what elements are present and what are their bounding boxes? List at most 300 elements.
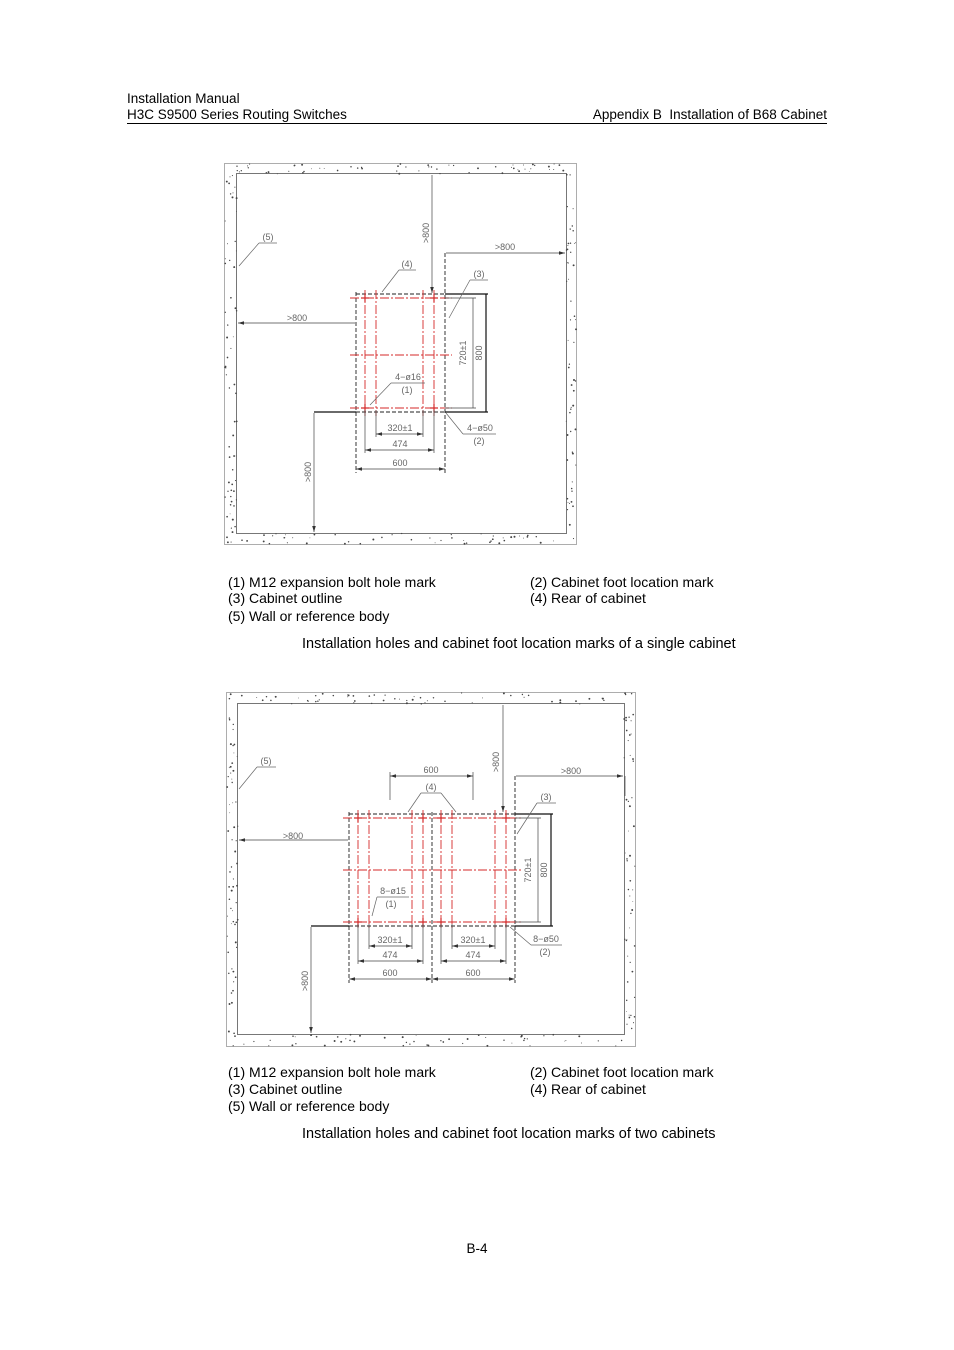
wall-hatch-dot [317,701,318,702]
foot-spacing-label: 474 [392,439,408,449]
wall-hatch-dot [629,927,630,928]
legend-item: (5) Wall or reference body [228,608,390,624]
wall-hatch-dot [519,536,520,537]
wall-hatch-dot [234,187,235,188]
wall-hatch-dot [630,1015,631,1016]
wall-hatch-dot [628,740,629,741]
wall-hatch-dot [603,700,604,701]
wall-hatch-dot [629,895,630,896]
wall-hatch-dot [625,720,627,722]
wall-hatch-dot [232,910,233,911]
wall-hatch-dot [229,1003,231,1005]
wall-hatch-dot [229,698,231,700]
wall-hatch-dot [571,501,573,503]
wall-hatch-dot [236,165,237,166]
wall-hatch-dot [626,940,628,942]
wall-hatch-dot [571,384,573,386]
wall-hatch-dot [232,469,234,471]
wall-hatch-dot [448,1038,450,1040]
wall-hatch-dot [554,163,555,164]
wall-hatch-dot [632,901,633,902]
wall-hatch-dot [598,1040,599,1041]
wall-hatch-dot [440,540,441,541]
wall-hatch-dot [566,174,568,176]
wall-hatch-dot [634,945,636,947]
wall-hatch-dot [266,696,267,697]
wall-hatch-dot [625,717,627,719]
wall-hatch-dot [436,168,437,169]
wall-hatch-dot [567,249,569,251]
wall-hatch-dot [498,542,500,544]
wall-hatch-dot [510,536,512,538]
wall-hatch-dot [630,755,631,756]
wall-hatch-dot [523,165,524,166]
wall-hatch-dot [228,183,230,185]
wall-hatch-dot [631,1028,632,1029]
wall-hatch-dot [345,1038,346,1039]
wall-hatch-dot [233,490,235,492]
wall-hatch-dot [229,719,231,721]
wall-hatch-dot [429,537,430,538]
wall-hatch-dot [294,165,296,167]
wall-hatch-dot [534,165,535,166]
wall-hatch-dot [226,181,228,183]
wall-hatch-dot [424,702,425,703]
wall-hatch-dot [439,173,440,174]
wall-hatch-dot [268,171,270,173]
wall-hatch-dot [236,885,238,887]
wall-hatch-dot [567,434,569,436]
legend-item: (1) M12 expansion bolt hole mark [228,574,436,590]
wall-hatch-dot [233,878,234,879]
wall-hatch-dot [232,770,234,772]
bolt-callout: (1) [385,899,397,909]
wall-hatch-dot [403,1045,405,1047]
wall-hatch-dot [428,166,429,167]
wall-hatch-dot [233,266,235,268]
legend-item: (1) M12 expansion bolt hole mark [228,1064,436,1080]
wall-inner-edge [238,704,625,1035]
callout-leaders [239,243,496,434]
wall-hatch-dot [353,702,354,703]
wall-hatch-dot [503,1040,504,1041]
wall-hatch-dot [572,230,574,232]
wall-hatch-dot [226,536,228,538]
wall-hatch-dot [236,840,237,841]
wall-hatch-dot [461,692,462,693]
wall-hatch-dot [628,717,629,718]
wall-hatch-dot [232,531,234,533]
wall-hatch-dot [573,208,574,209]
wall-hatch-dot [565,1040,566,1041]
wall-hatch-dot [228,446,230,448]
wall-hatch-dot [347,694,348,695]
wall-hatch-dot [224,366,226,368]
header-rule [127,123,827,124]
wall-hatch-dot [632,971,634,973]
wall-hatch-dot [298,698,299,699]
wall-hatch-dot [237,170,238,171]
wall-hatch-dot [359,1035,361,1037]
product-name: H3C S9500 Series Routing Switches [127,107,347,122]
wall-hatch-dot [406,702,408,704]
wall-hatch-dot [426,1044,428,1046]
wall-hatch-dot [626,730,628,732]
wall-hatch-dot [567,498,569,500]
wall-hatch-dot [324,168,325,169]
wall-hatch-dot [570,228,571,229]
wall-hatch-dot [421,703,422,704]
bolt-hole-marks [361,294,438,412]
wall-hatch-dot [253,1041,254,1042]
wall-hatch-dot [495,166,497,168]
wall-hatch-dot [234,421,236,423]
wall-hatch-dot [230,908,231,909]
wall-hatch-dot [416,1035,417,1036]
wall-hatch-dot [229,898,231,900]
wall-hatch-dot [568,502,569,503]
wall-hatch-dot [522,694,523,695]
wall-hatch-dot [228,886,230,888]
wall-hatch-dot [523,1040,525,1042]
wall-hatch-dot [288,171,289,172]
wall-hatch-dot [573,379,574,380]
wall-hatch-dot [234,744,236,746]
wall-hatch-dot [241,695,243,697]
wall-hatch-dot [226,337,228,339]
feet-callout: (2) [473,436,485,446]
wall-hatch-dot [234,924,236,926]
wall-hatch-dot [229,717,230,718]
wall-hatch-dot [350,166,352,168]
wall-hatch-dot [406,1042,407,1043]
wall-hatch-dot [262,699,264,701]
clearance-bottom-label: >800 [303,461,313,483]
wall-hatch-dot [227,916,228,917]
wall-hatch-dot [235,941,237,943]
wall-hatch-dot [624,757,625,758]
wall-hatch-dot [574,315,576,317]
wall-hatch-dot [314,534,316,536]
wall-hatch-dot [624,692,626,694]
wall-hatch-dot [529,171,530,172]
wall-hatch-dot [466,542,468,544]
wall-hatch-dot [527,535,529,537]
page-number: B-4 [466,1241,488,1256]
wall-hatch-dot [634,1016,636,1018]
wall-hatch-dot [247,165,248,166]
wall-hatch-dot [306,542,308,544]
wall-hatch-dot [315,695,316,696]
wall-hatch-dot [231,839,232,840]
wall-hatch-dot [283,537,285,539]
bolt-holes-label: 8−ø15 [380,886,406,896]
wall-hatch-dot [435,542,436,543]
wall-hatch-dot [631,733,632,734]
wall-hatch-dot [359,543,361,545]
wall-hatch-dot [236,250,237,251]
wall-hatch-dot [229,767,230,768]
wall-hatch-dot [398,173,400,175]
clearance-top-label: >800 [421,222,431,244]
wall-hatch-dot [231,762,233,764]
wall-hatch-dot [411,539,413,541]
wall-hatch-dot [568,279,569,280]
clearance-bottom-label: >800 [300,970,310,992]
two-cabinet-drawing [226,692,637,1048]
wall-hatch-dot [229,456,231,458]
wall-hatch-dot [568,243,570,245]
wall-hatch-dot [383,700,385,702]
wall-hatch-dot [631,797,632,798]
wall-hatch-dot [236,499,237,500]
wall-hatch-dot [303,171,305,173]
wall-hatch-dot [529,1045,530,1046]
wall-hatch-dot [357,167,358,168]
wall-hatch-dot [569,412,571,414]
wall-hatch-dot [396,171,397,172]
wall-hatch-dot [381,537,383,539]
wall-hatch-dot [571,488,573,490]
wall-hatch-dot [579,703,580,704]
wall-hatch-dot [229,812,230,813]
wall-hatch-dot [630,962,631,963]
wall-hatch-dot [334,534,335,535]
wall-hatch-dot [492,538,494,540]
wall-hatch-dot [632,714,634,716]
wall-hatch-dot [513,168,515,170]
clearance-top-label: >800 [491,751,501,773]
wall-hatch-dot [467,1038,469,1040]
wall-hatch-dot [400,163,402,165]
wall-hatch-dot [233,1045,234,1046]
wall-hatch-dot [493,535,494,536]
wall-hatch-dot [241,539,243,541]
legend-item: (4) Rear of cabinet [530,1081,646,1097]
wall-hatch-dot [227,951,229,953]
wall-hatch-dot [570,319,571,320]
wall-hatch-dot [629,880,631,882]
hole-depth-label: 720±1 [458,340,468,366]
wall-hatch-dot [228,776,229,777]
wall-hatch-dot [230,496,231,497]
wall-hatch-dot [627,956,628,957]
wall-hatch-dot [229,176,230,177]
bolt-callout: (1) [401,385,413,395]
wall-hatch-dot [309,537,310,538]
wall-hatch-dot [319,168,320,169]
wall-hatch-dot [631,720,632,721]
outline-callout: (3) [473,269,485,279]
wall-hatch-dot [528,695,530,697]
wall-hatch-dot [569,503,570,504]
wall-hatch-dot [291,703,292,704]
wall-hatch-dot [527,536,529,538]
manual-title: Installation Manual [127,91,240,106]
hole-spacing-label: 320±1 [387,423,413,433]
wall-hatch-dot [227,541,229,543]
wall-hatch-dot [615,1045,616,1046]
wall-hatch-dot [566,421,567,422]
hole-depth-label: 720±1 [523,857,533,883]
wall-hatch-dot [384,1037,386,1039]
wall-hatch-dot [337,170,339,172]
single-cabinet-drawing [224,163,578,546]
wall-hatch-dot [243,1044,244,1045]
wall-hatch-dot [287,542,288,543]
wall-hatch-dot [230,693,232,695]
wall-hatch-dot [548,166,550,168]
wall-hatch-dot [233,826,235,828]
wall-hatch-dot [444,700,446,702]
wall-hatch-dot [399,699,400,700]
wall-hatch-dot [230,193,231,194]
foot-spacing-label: 474 [382,950,398,960]
wall-hatch-dot [527,1038,528,1039]
wall-hatch-dot [236,456,237,457]
wall-outer-edge [227,693,636,1047]
wall-hatch-dot [392,534,393,535]
wall-hatch-dot [233,724,234,725]
wall-hatch-dot [530,168,531,169]
wall-hatch-dot [575,700,577,702]
wall-hatch-dot [626,858,628,860]
wall-hatch-dot [559,699,561,701]
wall-hatch-dot [229,804,230,805]
legend-item: (2) Cabinet foot location mark [530,574,714,590]
wall-hatch-dot [270,700,272,702]
cabinet-width-label: 600 [382,968,398,978]
wall-hatch-dot [396,170,397,171]
wall-hatch-dot [230,743,232,745]
wall-hatch-dot [418,170,419,171]
wall-hatch-dot [634,866,635,867]
wall-hatch-dot [478,1034,480,1036]
wall-hatch-dot [570,252,571,253]
wall-hatch-dot [275,696,277,698]
wall-hatch-dot [231,968,232,969]
wall-hatch-dot [514,536,516,538]
wall-hatch-dot [232,802,233,803]
wall-hatch-dot [578,1035,580,1037]
wall-hatch-dot [228,973,229,974]
wall-hatch-dot [353,1040,355,1042]
outline-callout: (3) [540,792,552,802]
wall-hatch-dot [266,172,267,173]
wall-hatch-dot [233,336,234,337]
wall-hatch-dot [569,524,571,526]
legend-item: (3) Cabinet outline [228,590,343,606]
wall-outer-edge [225,164,577,545]
wall-hatch-dot [511,167,512,168]
wall-hatch-dot [231,866,232,867]
wall-hatch-dot [402,1036,404,1038]
wall-hatch-dot [369,695,371,697]
wall-hatch-dot [227,936,228,937]
wall-hatch-dot [572,225,573,226]
wall-hatch-dot [231,501,233,503]
wall-hatch-dot [559,164,561,166]
wall-hatch-dot [233,1032,235,1034]
wall-hatch-dot [572,452,573,453]
wall-hatch-dot [232,971,234,973]
figure-caption: Installation holes and cabinet foot location marks of two cabinets [302,1126,716,1142]
pair-width-label: 600 [423,765,439,775]
wall-hatch-dot [384,694,385,695]
clearance-right-label: >800 [560,766,582,776]
wall-hatch-dot [632,889,633,890]
wall-hatch-dot [268,1045,269,1046]
wall-hatch-dot [231,542,232,543]
wall-hatch-dot [371,703,372,704]
wall-hatch-dot [233,752,234,753]
wall-hatch-dot [575,428,577,430]
wall-hatch-dot [553,169,554,170]
wall-hatch-dot [567,262,568,263]
wall-hatch-dot [231,992,233,994]
wall-hatch-dot [503,692,505,694]
wall-hatch-dot [227,357,229,359]
wall-hatch-dot [226,374,227,375]
wall-hatch-dot [485,1037,486,1038]
wall-hatch-dot [235,241,236,242]
bolt-hole-grid [350,290,452,416]
wall-hatch-dot [630,913,631,914]
wall-hatch-dot [295,1036,296,1037]
wall-hatch-dot [232,519,234,521]
wall-hatch-dot [234,851,236,853]
wall-hatch-dot [626,860,627,861]
wall-hatch-dot [451,534,452,535]
wall-hatch-dot [350,1034,352,1036]
feet-callout: (2) [539,947,551,957]
wall-hatch-dot [588,698,590,700]
wall-hatch-dot [420,697,422,699]
wall-hatch-dot [570,242,571,243]
wall-hatch-dot [489,541,491,543]
foot-spacing-label: 474 [465,950,481,960]
wall-hatch-dot [226,516,228,518]
wall-hatch-dot [567,245,568,246]
wall-hatch-dot [229,871,231,873]
wall-hatch-dot [231,1002,233,1004]
wall-hatch-dot [230,348,231,349]
wall-hatch-dot [231,528,232,529]
wall-hatch-dot [553,540,554,541]
wall-hatch-dot [562,170,564,172]
wall-hatch-dot [567,509,568,510]
wall-hatch-dot [324,1045,326,1047]
wall-hatch-dot [292,537,293,538]
wall-hatch-dot [564,1041,565,1042]
wall-hatch-dot [574,243,575,244]
wall-hatch-dot [233,384,235,386]
wall-hatch-dot [397,165,399,167]
wall-hatch-dot [431,166,432,167]
wall-hatch-dot [337,1036,339,1038]
wall-hatch-dot [249,164,250,165]
wall-hatch-dot [472,702,473,703]
wall-hatch-dot [233,455,235,457]
wall-hatch-dot [629,734,631,736]
wall-hatch-dot [453,165,454,166]
clearance-left-label: >800 [282,831,304,841]
wall-hatch-dot [448,165,449,166]
wall-hatch-dot [232,196,234,198]
wall-hatch-dot [406,700,407,701]
wall-hatch-dot [361,168,363,170]
wall-hatch-dot [570,431,571,432]
